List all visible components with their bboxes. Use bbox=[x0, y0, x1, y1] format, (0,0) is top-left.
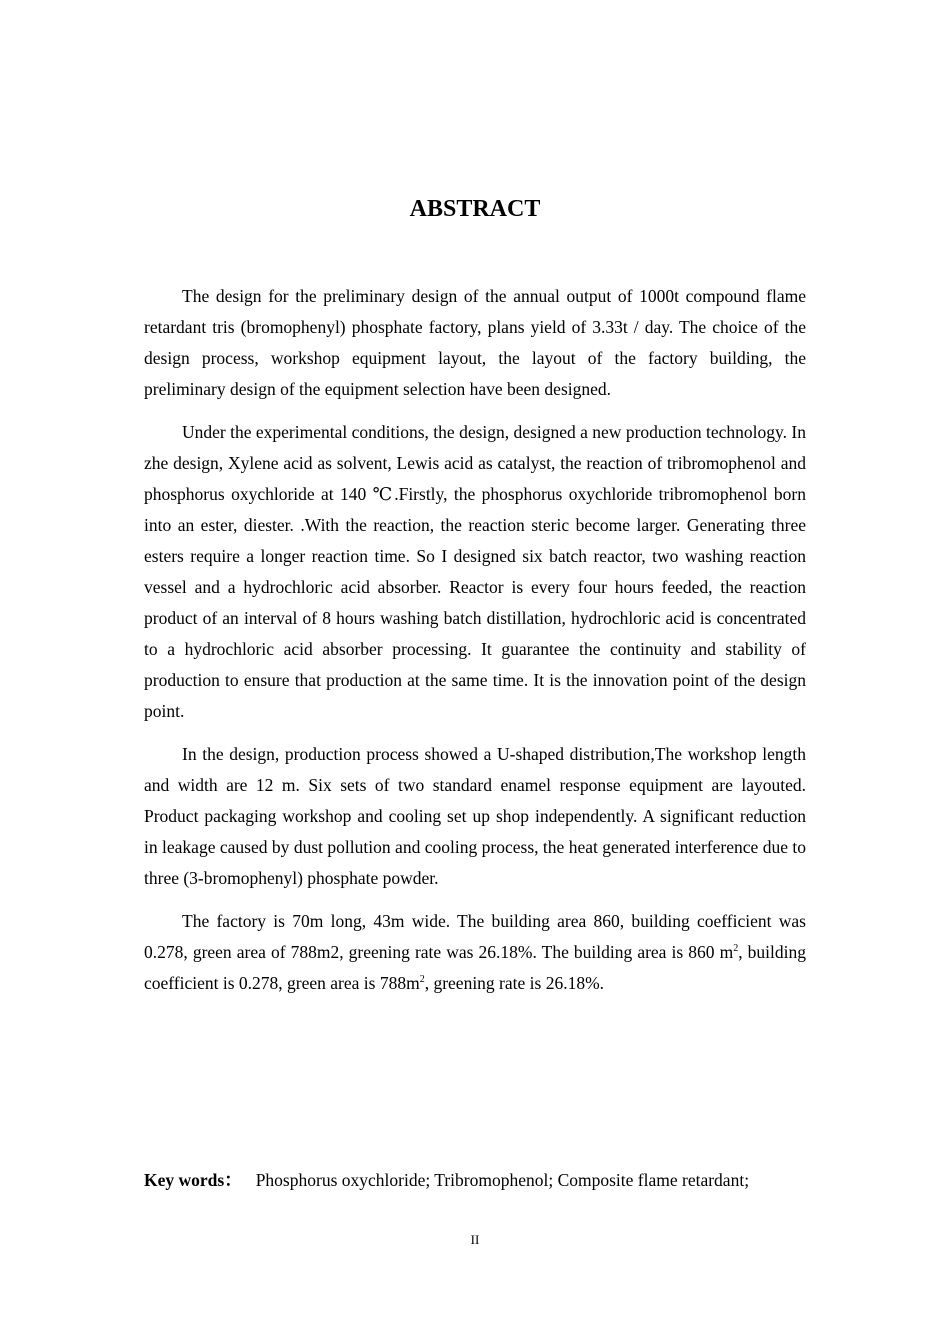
paragraph-4-text-2: , building coefficient is 0.278, green area is 788m bbox=[144, 942, 806, 993]
abstract-paragraph-2: Under the experimental conditions, the design, designed a new production technology. In zhe design, Xylene acid as solvent, Lewis acid as catalyst, the reaction of tribromophenol and phosphorus oxychloride at 140 ℃.Firstly, the phosphorus oxychloride tribromophenol born into an ester, diester. .With the reaction, the reaction steric become larger. Generating three esters require a longer reaction time. So I designed six batch reactor, two washing reaction vessel and a hydrochloric acid absorber. Reactor is every four hours feeded, the reaction product of an interval of 8 hours washing batch distillation, hydrochloric acid is concentrated to a hydrochloric acid absorber processing. It guarantee the continuity and stability of production to ensure that production at the same time. It is the innovation point of the design point. bbox=[144, 422, 806, 721]
superscript-2: 2 bbox=[733, 943, 739, 954]
page-number: II bbox=[470, 1232, 480, 1247]
abstract-paragraph-3: In the design, production process showed a U-shaped distribution,The workshop length and width are 12 m. Six sets of two standard enamel response equipment are layouted. Product packaging workshop and cooling set up shop independently. A significant reduction in leakage caused by dust pollution and cooling process, the heat generated interference due to three (3-bromophenyl) phosphate powder. bbox=[144, 744, 806, 888]
keywords-line bbox=[144, 1165, 806, 1196]
abstract-body bbox=[144, 281, 806, 1011]
keywords-label: Key words： bbox=[144, 1170, 242, 1190]
keywords-text: Phosphorus oxychloride; Tribromophenol; Composite flame retardant; bbox=[255, 1170, 750, 1190]
page-title: ABSTRACT bbox=[409, 196, 541, 222]
paragraph-4-text-1: The factory is 70m long, 43m wide. The building area 860, building coefficient was 0.278, green area of 788m2, greening rate was 26.18%. The building area is 860 m bbox=[144, 911, 806, 962]
abstract-paragraph-4 bbox=[144, 906, 806, 999]
superscript-2: 2 bbox=[419, 974, 425, 985]
paragraph-4-text-3: , greening rate is 26.18%. bbox=[424, 973, 605, 993]
abstract-paragraph-1: The design for the preliminary design of the annual output of 1000t compound flame retardant tris (bromophenyl) phosphate factory, plans yield of 3.33t / day. The choice of the design process, workshop equipment layout, the layout of the factory building, the preliminary design of the equipment selection have been designed. bbox=[144, 286, 806, 399]
